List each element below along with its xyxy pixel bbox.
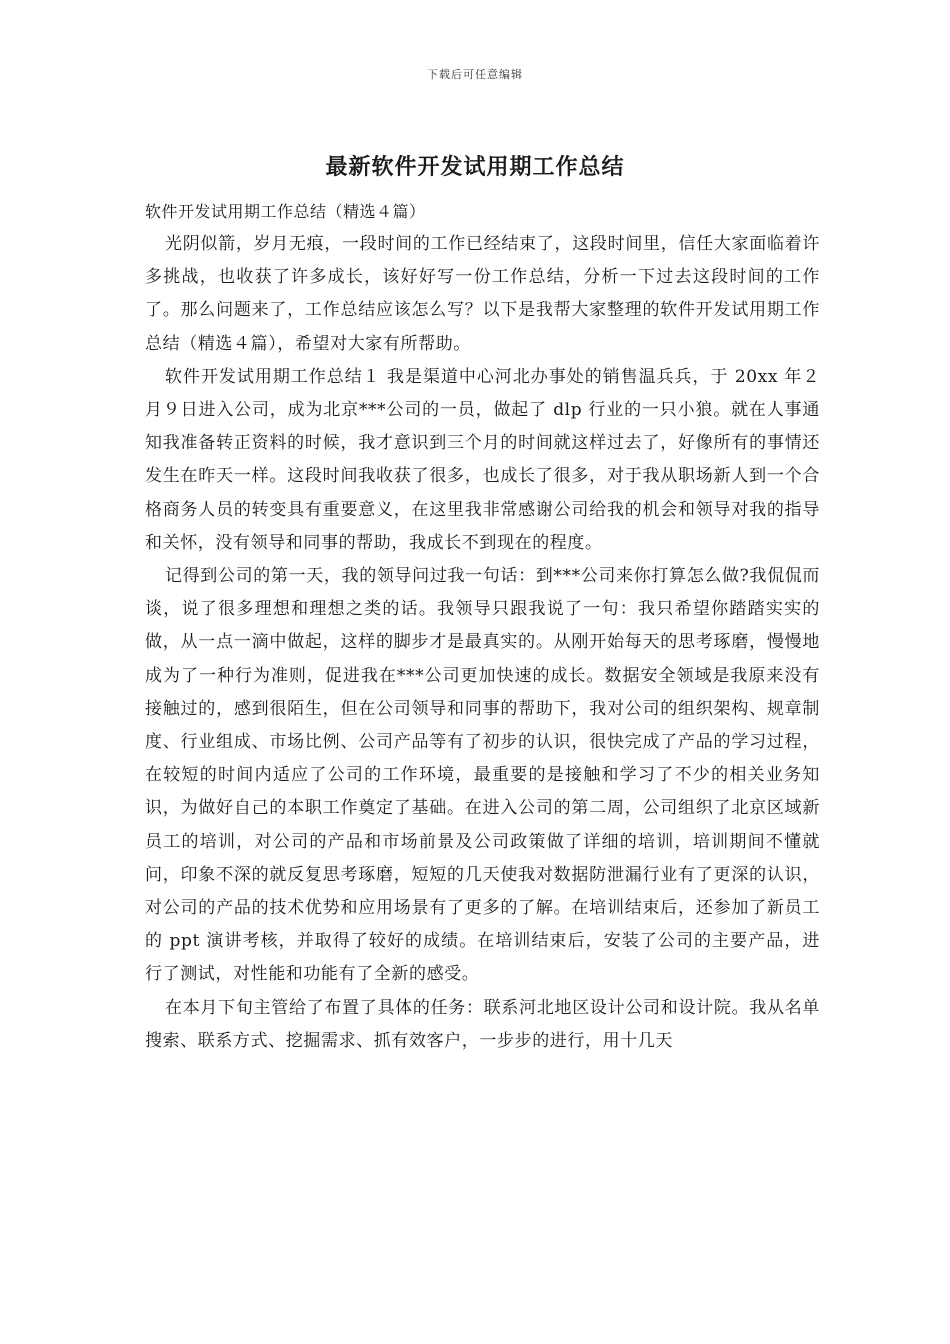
header-note: 下载后可任意编辑 bbox=[427, 68, 523, 81]
paragraph-summary-1: 软件开发试用期工作总结１ 我是渠道中心河北办事处的销售温兵兵，于 20xx 年２月９日进入公司，成为北京***公司的一员，做起了 dlp 行业的一只小狼。就在人事通知我准备转正资料的时候，我才意识到三个月的时间就这样过去了，好像所有的事情还发生在昨天一样。这段时间我收获了很多，也成长了很多，对于我从职场新人到一个合格商务人员的转变具有重要意义，在这里我非常感谢公司给我的机会和领导对我的指导和关怀，没有领导和同事的帮助，我成长不到现在的程度。 bbox=[145, 366, 820, 553]
paragraph-intro: 光阴似箭，岁月无痕，一段时间的工作已经结束了，这段时间里，信任大家面临着许多挑战，也收获了许多成长，该好好写一份工作总结，分析一下过去这段时间的工作了。那么问题来了，工作总结应该怎么写？以下是我帮大家整理的软件开发试用期工作总结（精选４篇），希望对大家有所帮助。 bbox=[145, 234, 820, 354]
document-body bbox=[145, 198, 820, 1058]
paragraph-first-day: 记得到公司的第一天，我的领导问过我一句话：到***公司来你打算怎么做?我侃侃而谈，说了很多理想和理想之类的话。我领导只跟我说了一句：我只希望你踏踏实实的做，从一点一滴中做起，这样的脚步才是最真实的。从刚开始每天的思考琢磨，慢慢地成为了一种行为准则，促进我在***公司更加快速的成长。数据安全领域是我原来没有接触过的，感到很陌生，但在公司领导和同事的帮助下，我对公司的组织架构、规章制度、行业组成、市场比例、公司产品等有了初步的认识，很快完成了产品的学习过程，在较短的时间内适应了公司的工作环境，最重要的是接触和学习了不少的相关业务知识，为做好自己的本职工作奠定了基础。在进入公司的第二周，公司组织了北京区域新员工的培训，对公司的产品和市场前景及公司政策做了详细的培训，培训期间不懂就问，印象不深的就反复思考琢磨，短短的几天使我对数据防泄漏行业有了更深的认识，对公司的产品的技术优势和应用场景有了更多的了解。在培训结束后，还参加了新员工的 ppt 演讲考核，并取得了较好的成绩。在培训结束后，安装了公司的主要产品，进行了测试，对性能和功能有了全新的感受。 bbox=[145, 566, 820, 985]
document-title: 最新软件开发试用期工作总结 bbox=[325, 154, 625, 180]
document-subtitle: 软件开发试用期工作总结（精选４篇） bbox=[145, 202, 426, 221]
paragraph-task: 在本月下旬主管给了布置了具体的任务：联系河北地区设计公司和设计院。我从名单搜索、联系方式、挖掘需求、抓有效客户，一步步的进行，用十几天 bbox=[145, 997, 820, 1051]
